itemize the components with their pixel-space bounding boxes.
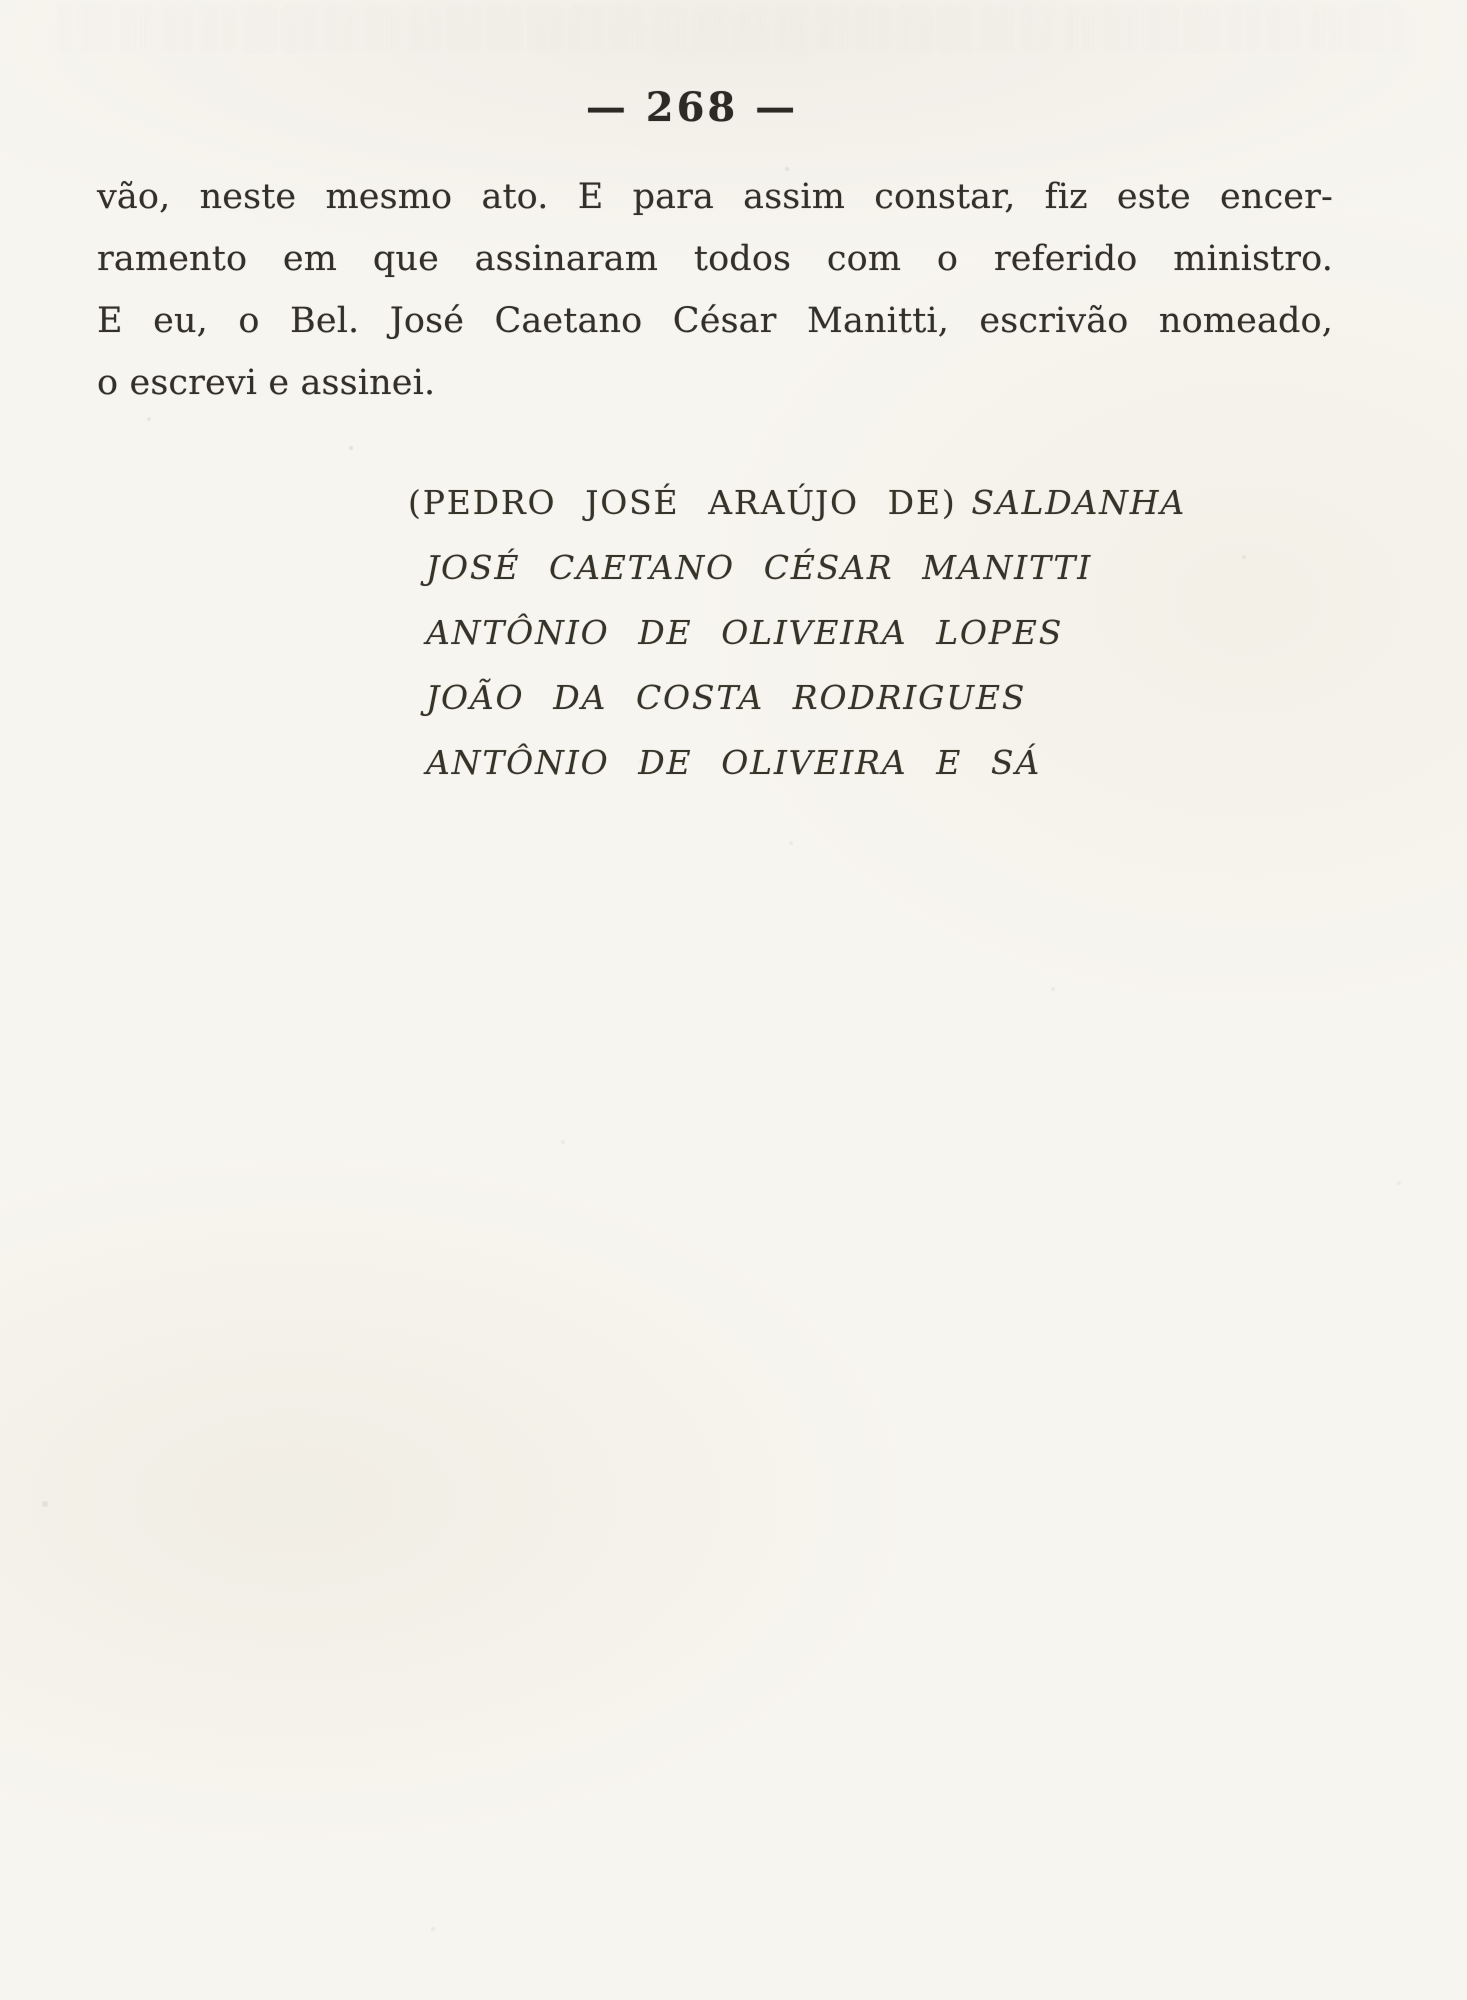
- signature-line: [408, 535, 1368, 600]
- paragraph-line: vão, neste mesmo ato. E para assim constar, fiz este encer-: [97, 177, 1333, 217]
- signature-prefix: (PEDRO JOSÉ ARAÚJO DE): [408, 483, 957, 522]
- signature-name: SALDANHA: [971, 483, 1187, 522]
- paper-specks: [0, 0, 2, 2]
- signature-line: [408, 600, 1368, 665]
- signature-line: [408, 665, 1368, 730]
- signature-name: JOSÉ CAETANO CÉSAR MANITTI: [426, 548, 1093, 587]
- signature-block: [408, 470, 1368, 795]
- signature-line: [408, 470, 1368, 535]
- signature-line: [408, 730, 1368, 795]
- page-number: — 268 —: [585, 84, 799, 131]
- paragraph-line: E eu, o Bel. José Caetano César Manitti, escrivão nomeado,: [97, 301, 1333, 341]
- paragraph-line: o escrevi e assinei.: [97, 363, 436, 403]
- signature-name: ANTÔNIO DE OLIVEIRA LOPES: [426, 613, 1064, 652]
- signature-name: ANTÔNIO DE OLIVEIRA E SÁ: [426, 743, 1041, 782]
- paragraph-line: ramento em que assinaram todos com o referido ministro.: [97, 239, 1333, 279]
- signature-name: JOÃO DA COSTA RODRIGUES: [426, 678, 1027, 717]
- body-paragraph: [97, 166, 1333, 414]
- bleed-through-ghosting: [60, 6, 1400, 52]
